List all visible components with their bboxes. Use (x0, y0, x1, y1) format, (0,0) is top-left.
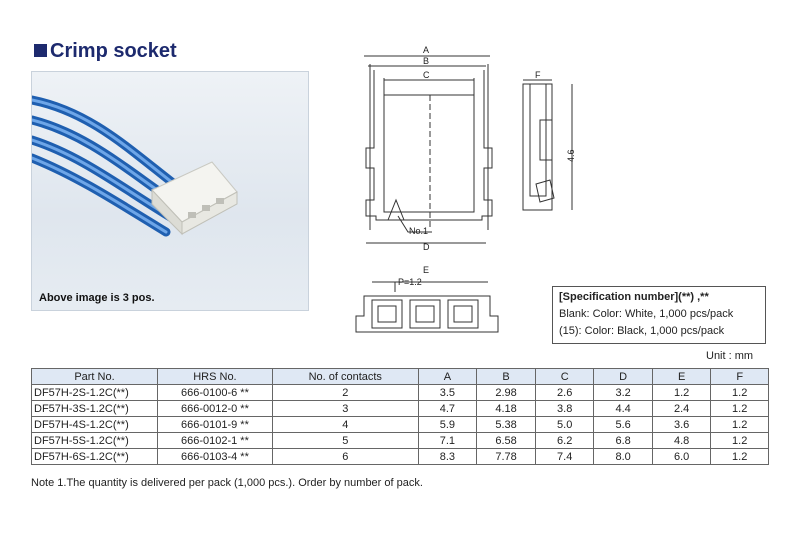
dim-d-cell: 5.6 (594, 417, 652, 433)
table-row (32, 433, 769, 449)
dim-e-cell: 1.2 (652, 385, 710, 401)
title-text: Crimp socket (50, 40, 177, 62)
contacts-cell: 3 (272, 401, 418, 417)
unit-label: Unit : mm (706, 350, 754, 362)
column-header: C (535, 369, 593, 385)
dim-a-cell: 3.5 (418, 385, 476, 401)
dim-d-cell: 8.0 (594, 449, 652, 465)
dim-f-cell: 1.2 (711, 401, 769, 417)
dim-e-cell: 3.6 (652, 417, 710, 433)
dim-label-c: C (423, 70, 430, 80)
dim-e-cell: 4.8 (652, 433, 710, 449)
specification-box (552, 286, 766, 344)
column-header: F (711, 369, 769, 385)
part-number-cell: DF57H-5S-1.2C(**) (32, 433, 158, 449)
column-header: Part No. (32, 369, 158, 385)
dim-label-e: E (423, 265, 430, 275)
dim-c-cell: 7.4 (535, 449, 593, 465)
dim-d-cell: 3.2 (594, 385, 652, 401)
contacts-cell: 6 (272, 449, 418, 465)
dim-e-cell: 2.4 (652, 401, 710, 417)
part-number-cell: DF57H-6S-1.2C(**) (32, 449, 158, 465)
dim-d-cell: 6.8 (594, 433, 652, 449)
contacts-cell: 5 (272, 433, 418, 449)
dim-f-cell: 1.2 (711, 449, 769, 465)
part-number-cell: DF57H-3S-1.2C(**) (32, 401, 158, 417)
dim-c-cell: 2.6 (535, 385, 593, 401)
contacts-cell: 2 (272, 385, 418, 401)
hrs-number-cell: 666-0103-4 ** (157, 449, 272, 465)
dim-label-height: 4.6 (566, 149, 576, 162)
dim-c-cell: 6.2 (535, 433, 593, 449)
column-header: E (652, 369, 710, 385)
dim-b-cell: 5.38 (477, 417, 536, 433)
column-header: B (477, 369, 536, 385)
no1-label: No.1 (409, 226, 429, 236)
hrs-number-cell: 666-0012-0 ** (157, 401, 272, 417)
dim-f-cell: 1.2 (711, 433, 769, 449)
dim-a-cell: 8.3 (418, 449, 476, 465)
hrs-number-cell: 666-0101-9 ** (157, 417, 272, 433)
part-number-cell: DF57H-4S-1.2C(**) (32, 417, 158, 433)
pitch-label: P=1.2 (398, 277, 422, 287)
dim-b-cell: 2.98 (477, 385, 536, 401)
spec-line-1: Blank: Color: White, 1,000 pcs/pack (559, 308, 734, 320)
hrs-number-cell: 666-0100-6 ** (157, 385, 272, 401)
spec-heading: [Specification number](**) ,** (559, 291, 709, 303)
dim-e-cell: 6.0 (652, 449, 710, 465)
contacts-cell: 4 (272, 417, 418, 433)
footnote: Note 1.The quantity is delivered per pack (1,000 pcs.). Order by number of pack. (31, 477, 423, 489)
column-header: A (418, 369, 476, 385)
dim-label-b: B (423, 56, 430, 66)
dim-label-f: F (535, 70, 541, 80)
table-row (32, 449, 769, 465)
spec-line-2: (15): Color: Black, 1,000 pcs/pack (559, 325, 725, 337)
dim-label-d: D (423, 242, 430, 252)
dim-c-cell: 3.8 (535, 401, 593, 417)
dim-label-a: A (423, 45, 430, 55)
dim-a-cell: 4.7 (418, 401, 476, 417)
dim-b-cell: 7.78 (477, 449, 536, 465)
part-number-cell: DF57H-2S-1.2C(**) (32, 385, 158, 401)
column-header: No. of contacts (272, 369, 418, 385)
hrs-number-cell: 666-0102-1 ** (157, 433, 272, 449)
table-header-row (32, 369, 769, 385)
table-row (32, 417, 769, 433)
column-header: HRS No. (157, 369, 272, 385)
dim-b-cell: 6.58 (477, 433, 536, 449)
table-row (32, 401, 769, 417)
table-row (32, 385, 769, 401)
dim-b-cell: 4.18 (477, 401, 536, 417)
dim-d-cell: 4.4 (594, 401, 652, 417)
dim-f-cell: 1.2 (711, 417, 769, 433)
photo-caption: Above image is 3 pos. (39, 292, 155, 304)
dim-f-cell: 1.2 (711, 385, 769, 401)
dim-a-cell: 7.1 (418, 433, 476, 449)
dimensions-table (31, 368, 769, 465)
column-header: D (594, 369, 652, 385)
dim-c-cell: 5.0 (535, 417, 593, 433)
dim-a-cell: 5.9 (418, 417, 476, 433)
